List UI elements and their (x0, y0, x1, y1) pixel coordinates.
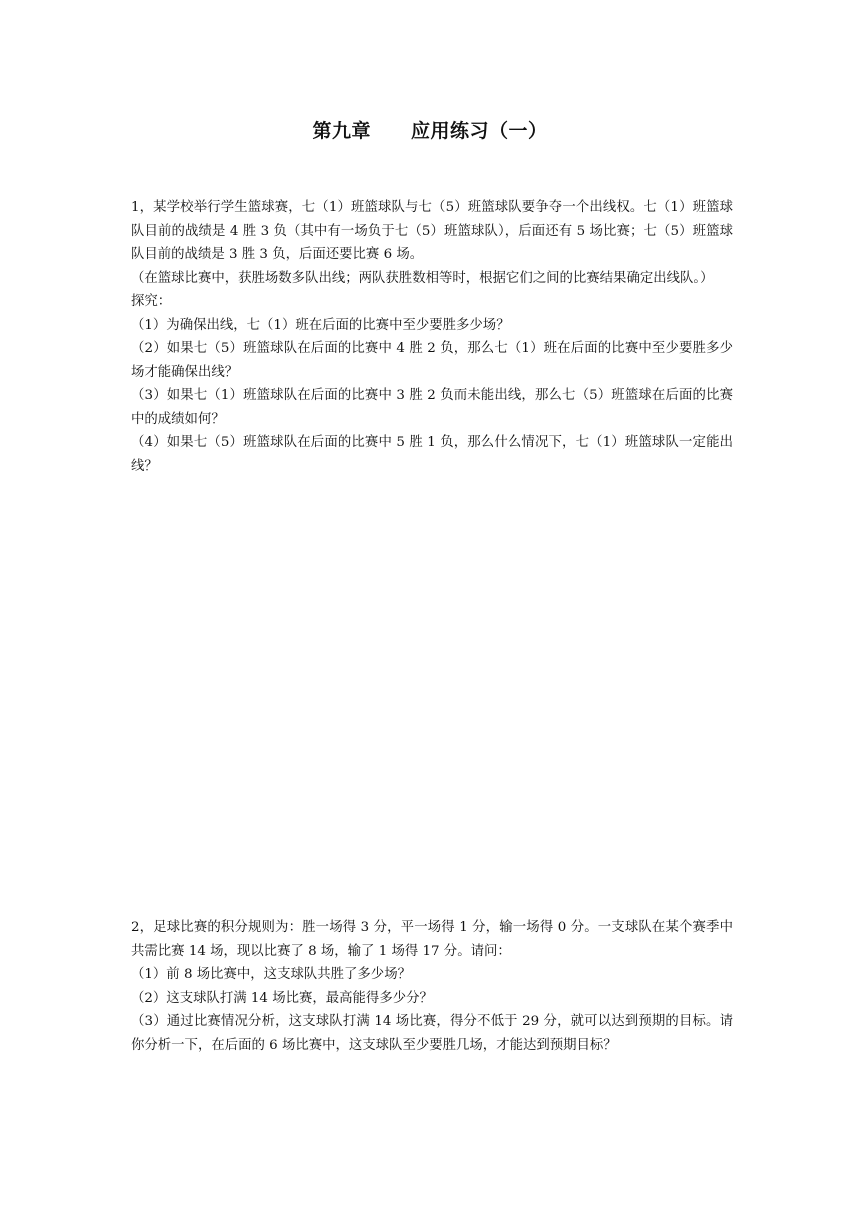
problem-1-question-3: （3）如果七（1）班篮球队在后面的比赛中 3 胜 2 负而未能出线，那么七（5）班篮球在后面的比赛中的成绩如何？ (131, 388, 733, 427)
problem-1-intro: 1，某学校举行学生篮球赛，七（1）班篮球队与七（5）班篮球队要争夺一个出线权。七（1）班篮球队目前的战绩是 4 胜 3 负（其中有一场负于七（5）班篮球队），后面还有 5 场比赛；七（5）班篮球队目前的战绩是 3 胜 3 负，后面还要比赛 6 场。 (131, 200, 733, 262)
problem-2-question-3: （3）通过比赛情况分析，这支球队打满 14 场比赛，得分不低于 29 分，就可以达到预期的目标。请你分析一下，在后面的 6 场比赛中，这支球队至少要胜几场，才能达到预期目标？ (131, 1014, 733, 1053)
problem-2-question-1: （1）前 8 场比赛中，这支球队共胜了多少场？ (131, 967, 411, 982)
problem-1-question-2: （2）如果七（5）班篮球队在后面的比赛中 4 胜 2 负，那么七（1）班在后面的比赛中至少要胜多少场才能确保出线？ (131, 341, 733, 380)
problem-1-question-4: （4）如果七（5）班篮球队在后面的比赛中 5 胜 1 负，那么什么情况下，七（1）班篮球队一定能出线？ (131, 435, 733, 474)
page-title (0, 116, 860, 143)
problem-1-explore-label: 探究： (131, 294, 172, 309)
problem-2-question-2: （2）这支球队打满 14 场比赛，最高能得多少分？ (131, 990, 433, 1006)
problem-2-intro: 2，足球比赛的积分规则为：胜一场得 3 分，平一场得 1 分，输一场得 0 分。一支球队在某个赛季中共需比赛 14 场，现以比赛了 8 场，输了 1 场得 17 分。请问： (131, 920, 733, 959)
problem-1 (131, 196, 733, 478)
section-title: 应用练习（一） (411, 120, 548, 142)
problem-1-rule: （在篮球比赛中，获胜场数多队出线；两队获胜数相等时，根据它们之间的比赛结果确定出线队。） (131, 270, 714, 286)
chapter-label: 第九章 (312, 120, 371, 142)
problem-1-question-1: （1）为确保出线，七（1）班在后面的比赛中至少要胜多少场？ (131, 317, 510, 333)
problem-2 (131, 916, 733, 1057)
